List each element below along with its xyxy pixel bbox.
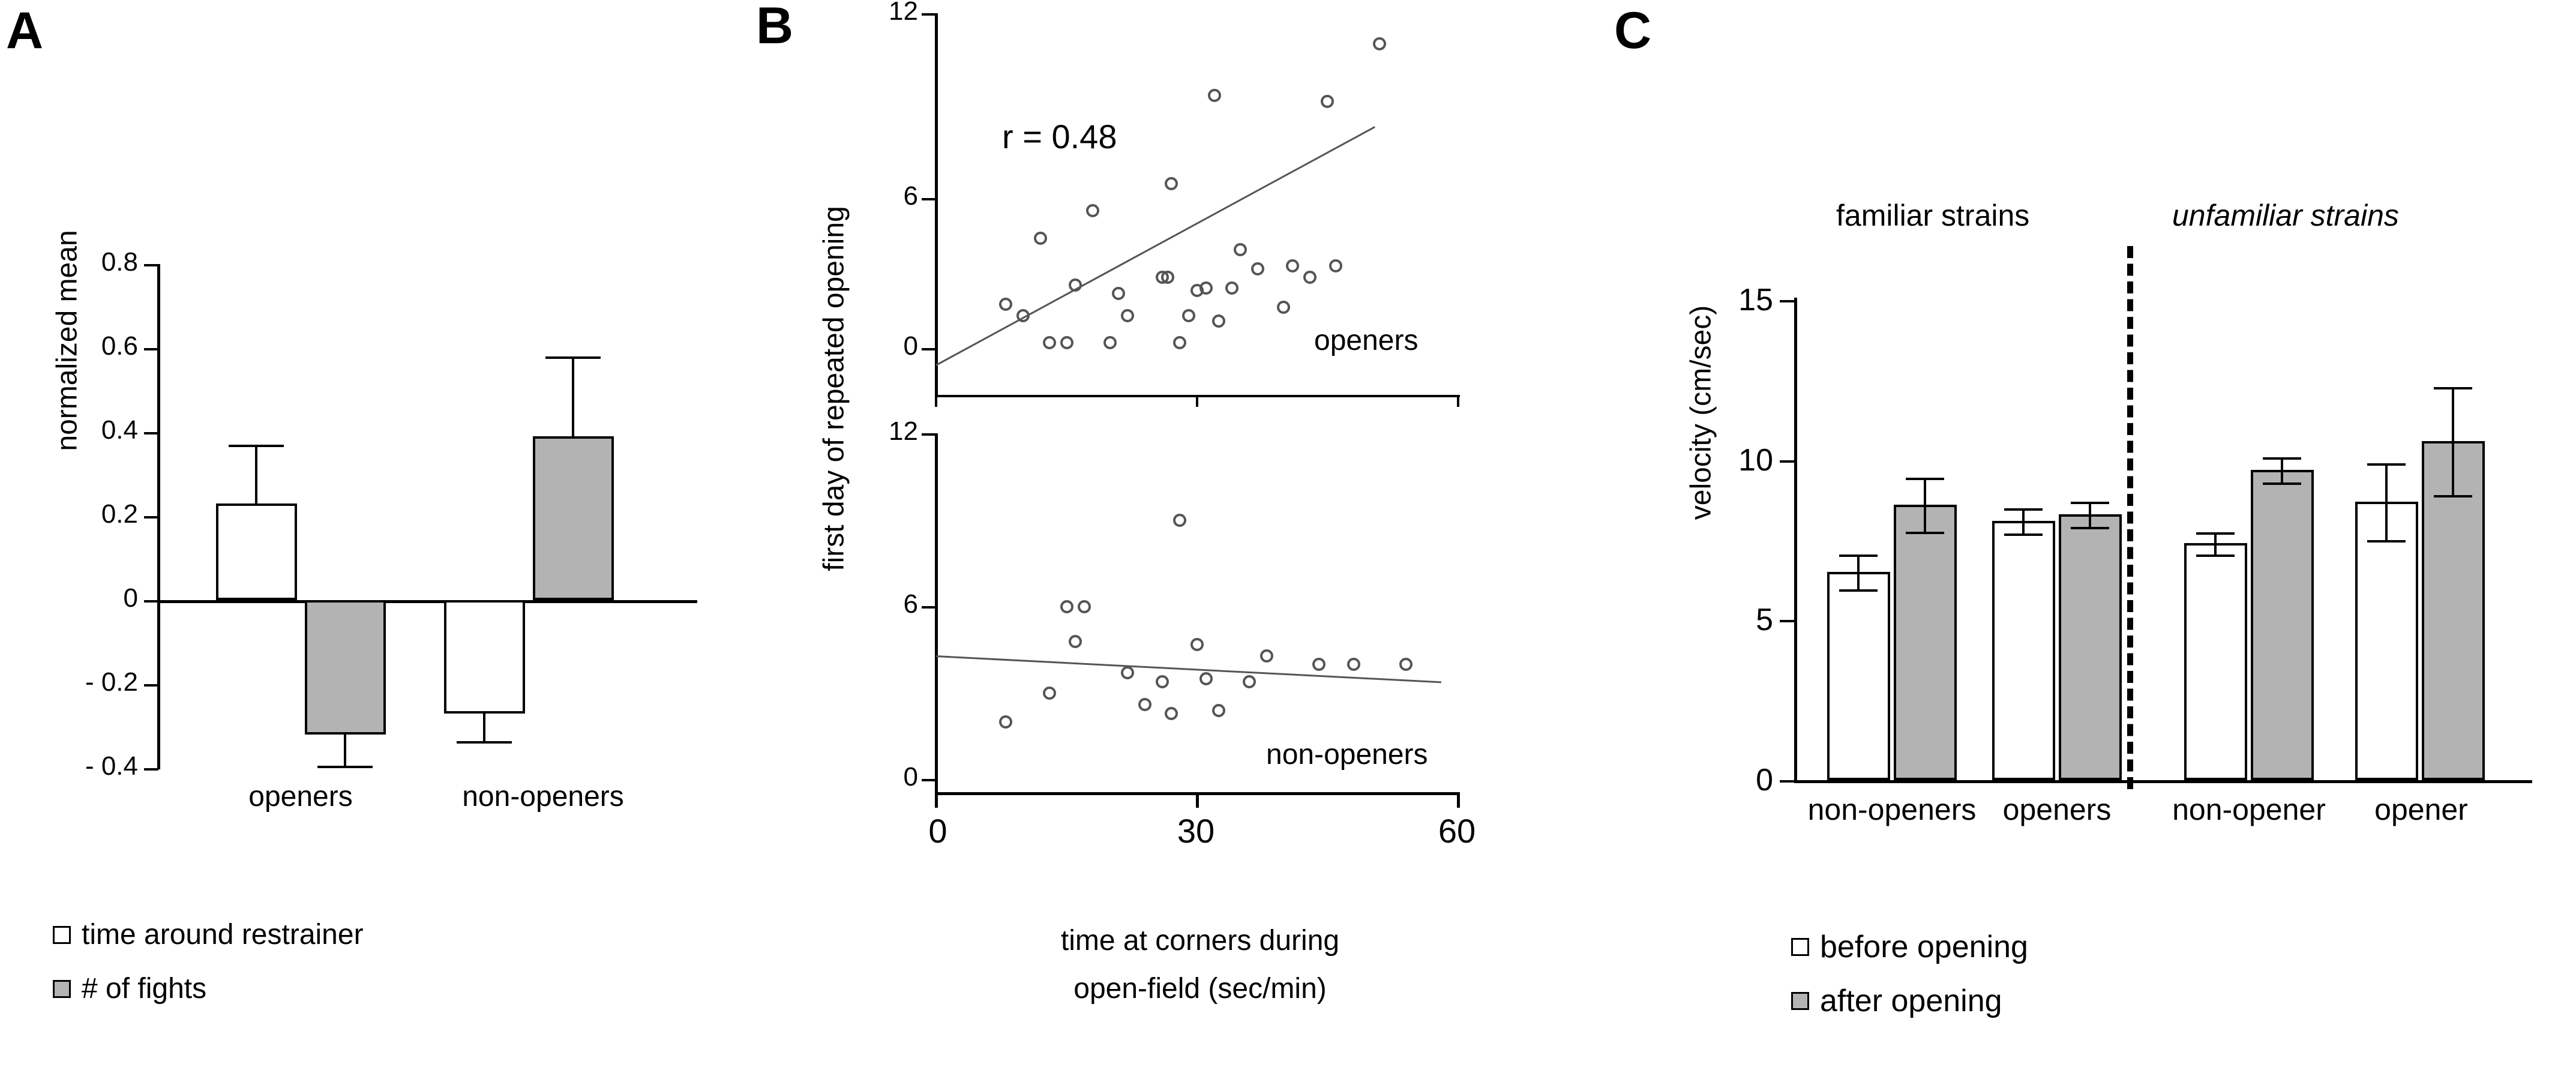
panel-c-err-g1-after (1924, 478, 1926, 532)
panel-c-ytick-15 (1780, 300, 1795, 302)
panel-c-err-g1-before (1857, 555, 1860, 589)
panel-b-top-y-axis (935, 13, 938, 397)
panel-b-letter: B (756, 0, 794, 55)
panel-c-y-axis-title: velocity (cm/sec) (1685, 305, 1717, 520)
panel-c-legend-label-1: after opening (1820, 984, 2002, 1018)
panel-b-top-yticklabel-6: 6 (903, 181, 918, 211)
panel-c-letter: C (1614, 2, 1652, 59)
panel-c-errcap-top-g3-after (2263, 457, 2301, 460)
panel-b-bottom-trendline (936, 655, 1441, 683)
scatter-point (1260, 649, 1273, 663)
panel-a-bar-openers-fights (305, 600, 386, 735)
panel-c-err-g4-after (2452, 387, 2454, 495)
scatter-point (1112, 287, 1125, 300)
legend-swatch-grey-icon (1791, 992, 1809, 1010)
panel-c-errcap-top-g2-before (2004, 508, 2043, 511)
scatter-point (999, 715, 1012, 729)
panel-b-top-trendline (935, 126, 1375, 366)
scatter-point (1173, 514, 1186, 527)
panel-a-yticklabel-5: - 0.2 (85, 667, 138, 697)
scatter-point (1347, 658, 1360, 671)
panel-c-x-axis (1794, 780, 2532, 783)
scatter-point (1165, 707, 1178, 720)
scatter-point (1069, 278, 1082, 292)
panel-c-errcap-bot-g4-before (2367, 540, 2406, 542)
panel-b-bottom-ytick-6 (922, 606, 936, 609)
panel-c-group-label-unfamiliar: unfamiliar strains (2172, 199, 2399, 232)
panel-c-bar-g2-after (2059, 514, 2122, 780)
legend-swatch-white-icon (53, 926, 71, 944)
panel-b-top-xtick-30 (1196, 395, 1198, 407)
scatter-point (1103, 336, 1117, 349)
scatter-point (1138, 698, 1151, 711)
panel-c-legend-label-0: before opening (1820, 930, 2028, 964)
panel-b-xticklabel-60: 60 (1438, 812, 1476, 850)
panel-c-errcap-bot-g3-before (2196, 555, 2235, 557)
panel-b-top-group-label: openers (1314, 325, 1419, 356)
panel-c-yticklabel-15: 15 (1738, 283, 1773, 317)
scatter-point (1060, 336, 1073, 349)
panel-a-ytick-5 (144, 684, 158, 687)
legend-swatch-grey-icon (53, 980, 71, 998)
panel-a-legend-label-1: # of fights (82, 973, 207, 1005)
panel-b-top-xtick-60 (1457, 395, 1459, 407)
panel-c-err-g3-before (2214, 532, 2217, 555)
panel-c-bar-g3-after (2251, 470, 2314, 780)
panel-b-bottom-xtick-30 (1196, 792, 1199, 808)
panel-c-errcap-top-g4-after (2434, 387, 2472, 389)
panel-c-xlabel-3: opener (2374, 793, 2468, 826)
panel-a-yticklabel-4: 0 (123, 583, 138, 613)
panel-a-ytick-3 (144, 516, 158, 518)
panel-c-bar-g1-before (1827, 572, 1890, 780)
panel-b-x-axis-title-line2: open-field (sec/min) (1073, 973, 1327, 1005)
panel-c-yticklabel-10: 10 (1738, 443, 1773, 478)
panel-b-bottom-yticklabel-12: 12 (889, 416, 918, 446)
panel-a (0, 0, 762, 1085)
panel-c-xlabel-1: openers (2002, 793, 2112, 826)
scatter-point (1212, 314, 1225, 328)
scatter-point (1161, 271, 1174, 284)
scatter-point (1243, 675, 1256, 688)
panel-c-y-axis (1794, 298, 1797, 783)
scatter-point (1043, 687, 1056, 700)
panel-b-bottom-group-label: non-openers (1266, 739, 1428, 771)
panel-a-err-nonopeners-time (483, 714, 485, 744)
scatter-point (1121, 309, 1134, 322)
panel-a-err-openers-fights (344, 735, 346, 768)
panel-a-letter: A (6, 2, 44, 59)
panel-a-xlabel-nonopeners: non-openers (462, 781, 624, 813)
panel-a-ytick-4 (144, 600, 158, 603)
scatter-point (1303, 271, 1317, 284)
panel-b-top-yticklabel-0: 0 (903, 331, 918, 361)
panel-a-errcap-openers-fights (317, 766, 373, 768)
scatter-point (1234, 243, 1247, 256)
scatter-point (1069, 635, 1082, 648)
scatter-point (1086, 204, 1099, 217)
scatter-point (1199, 281, 1213, 295)
scatter-point (1329, 259, 1342, 272)
panel-c-group-label-familiar: familiar strains (1836, 199, 2030, 232)
scatter-point (999, 298, 1012, 311)
scatter-point (1043, 336, 1056, 349)
panel-c-ytick-0 (1780, 780, 1795, 783)
scatter-point (1078, 600, 1091, 613)
panel-a-yticklabel-3: 0.2 (101, 499, 138, 529)
panel-b-correlation-annotation: r = 0.48 (1002, 118, 1117, 155)
panel-a-y-axis-title: normalized mean (51, 230, 83, 451)
legend-swatch-white-icon (1791, 938, 1809, 956)
panel-b-bottom-xtick-60 (1457, 792, 1460, 808)
panel-b-top-ytick-6 (922, 198, 936, 200)
panel-b-xticklabel-30: 30 (1177, 812, 1215, 850)
panel-c-err-g2-before (2022, 508, 2025, 533)
panel-c-legend-item-1 (1791, 983, 2002, 1019)
panel-a-legend-item-1 (53, 972, 206, 1005)
panel-a-errcap-nonopeners-time (457, 741, 512, 744)
panel-a-yticklabel-0: 0.8 (101, 247, 138, 277)
panel-b-top-xtick-0 (935, 395, 937, 407)
panel-c-xlabel-0: non-openers (1807, 793, 1977, 826)
scatter-point (1190, 638, 1204, 651)
scatter-point (1060, 600, 1073, 613)
panel-c-errcap-top-g1-after (1906, 478, 1944, 480)
panel-c-errcap-bot-g3-after (2263, 482, 2301, 485)
scatter-point (1225, 281, 1238, 295)
panel-c-errcap-bot-g2-before (2004, 533, 2043, 536)
panel-c-yticklabel-0: 0 (1756, 763, 1773, 798)
panel-a-ytick-0 (144, 264, 158, 266)
panel-c (1614, 0, 2576, 1085)
panel-c-errcap-top-g4-before (2367, 463, 2406, 466)
panel-a-errcap-openers-time (229, 445, 284, 447)
panel-a-zero-line (157, 600, 697, 603)
scatter-point (1121, 666, 1134, 679)
panel-c-errcap-bot-g1-after (1906, 532, 1944, 534)
panel-a-xlabel-openers: openers (248, 781, 353, 813)
panel-b-top-ytick-12 (922, 13, 936, 16)
scatter-point (1208, 89, 1221, 102)
scatter-point (1373, 37, 1386, 50)
scatter-point (1251, 262, 1264, 275)
panel-c-bar-g3-before (2184, 543, 2247, 780)
panel-b-bottom-xtick-0 (935, 792, 938, 808)
panel-a-ytick-6 (144, 768, 158, 771)
panel-c-xlabel-2: non-opener (2172, 793, 2326, 826)
panel-a-legend-label-0: time around restrainer (82, 919, 364, 951)
panel-c-errcap-bot-g2-after (2071, 527, 2109, 529)
scatter-point (1286, 259, 1299, 272)
scatter-point (1212, 704, 1225, 717)
panel-b-bottom-y-axis (935, 433, 938, 793)
panel-c-errcap-top-g2-after (2071, 502, 2109, 504)
panel-a-yticklabel-2: 0.4 (101, 415, 138, 445)
panel-a-legend-item-0 (53, 918, 364, 951)
scatter-point (1182, 309, 1195, 322)
panel-c-yticklabel-5: 5 (1756, 603, 1773, 637)
panel-c-errcap-bot-g1-before (1839, 589, 1878, 592)
scatter-point (1277, 301, 1290, 314)
panel-c-errcap-top-g1-before (1839, 555, 1878, 557)
scatter-point (1321, 95, 1334, 108)
panel-a-yticklabel-1: 0.6 (101, 331, 138, 361)
scatter-point (1199, 672, 1213, 685)
panel-a-ytick-2 (144, 432, 158, 434)
panel-b-top-yticklabel-12: 12 (889, 0, 918, 26)
panel-b-x-axis-title-line1: time at corners during (1060, 925, 1340, 957)
panel-a-ytick-1 (144, 348, 158, 350)
scatter-point (1034, 232, 1047, 245)
panel-c-legend-item-0 (1791, 929, 2028, 965)
panel-c-bar-g2-before (1992, 521, 2055, 780)
panel-b (756, 0, 1620, 1085)
panel-b-xticklabel-0: 0 (928, 812, 947, 850)
scatter-point (1156, 675, 1169, 688)
panel-a-err-openers-time (255, 445, 257, 503)
panel-a-bar-openers-time (216, 503, 297, 600)
panel-c-err-g2-after (2089, 502, 2091, 527)
panel-b-bottom-yticklabel-0: 0 (903, 762, 918, 792)
panel-c-bar-g4-before (2355, 502, 2418, 780)
panel-a-err-nonopeners-fights (572, 356, 574, 436)
panel-a-errcap-nonopeners-fights (545, 356, 601, 359)
scatter-point (1165, 177, 1178, 190)
scatter-point (1399, 658, 1413, 671)
panel-b-y-axis-title: first day of repeated opening (818, 206, 850, 571)
panel-c-bar-g1-after (1894, 505, 1957, 780)
scatter-point (1016, 309, 1030, 322)
panel-c-err-g4-before (2385, 463, 2388, 540)
panel-c-errcap-bot-g4-after (2434, 495, 2472, 497)
panel-a-yticklabel-6: - 0.4 (85, 751, 138, 781)
panel-c-group-divider (2127, 246, 2133, 789)
panel-a-bar-nonopeners-time (444, 600, 525, 714)
panel-c-err-g3-after (2281, 457, 2283, 482)
panel-b-bottom-yticklabel-6: 6 (903, 589, 918, 619)
scatter-point (1312, 658, 1326, 671)
panel-c-ytick-5 (1780, 620, 1795, 622)
panel-a-bar-nonopeners-fights (533, 436, 614, 600)
panel-b-top-ytick-0 (922, 348, 936, 350)
panel-c-errcap-top-g3-before (2196, 532, 2235, 535)
panel-c-ytick-10 (1780, 460, 1795, 463)
panel-b-bottom-ytick-0 (922, 779, 936, 781)
scatter-point (1173, 336, 1186, 349)
panel-b-bottom-ytick-12 (922, 433, 936, 436)
